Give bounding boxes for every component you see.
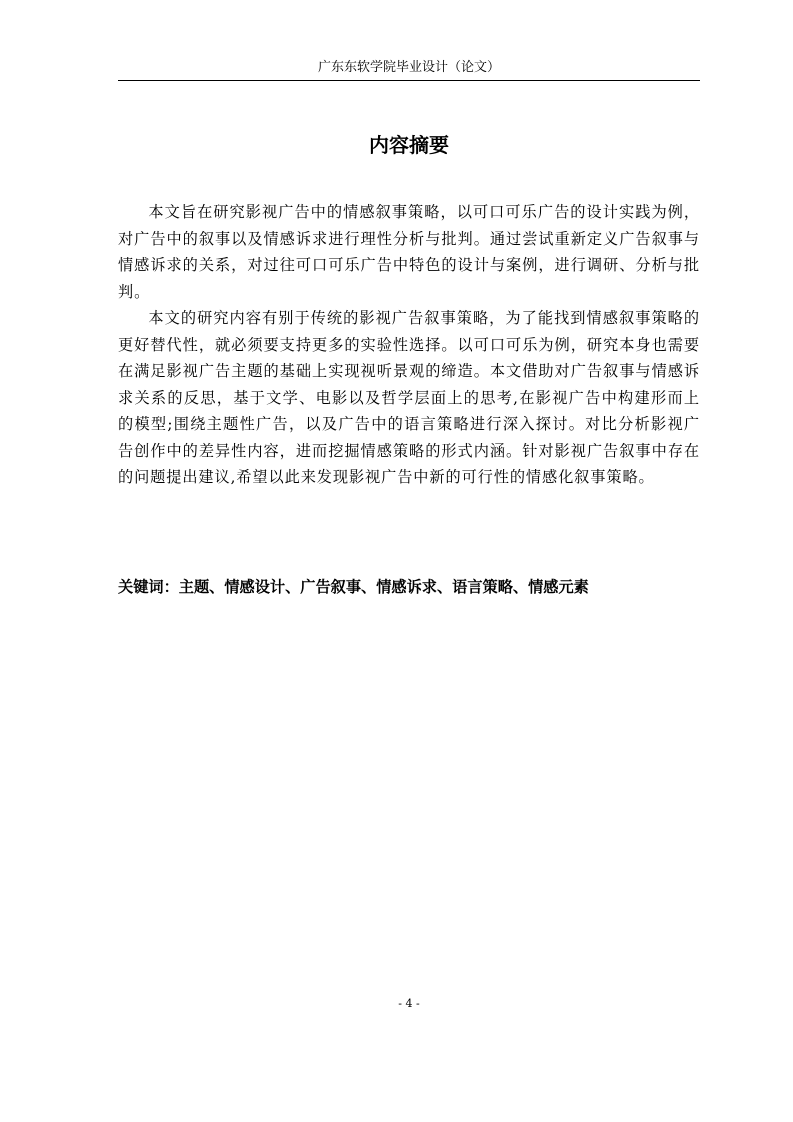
abstract-body	[118, 199, 700, 491]
abstract-paragraph-2: 本文的研究内容有别于传统的影视广告叙事策略，为了能找到情感叙事策略的更好替代性，就必须要支持更多的实验性选择。以可口可乐为例，研究本身也需要在满足影视广告主题的基础上实现视听景观的缔造。本文借助对广告叙事与情感诉求关系的反思，基于文学、电影以及哲学层面上的思考,在影视广告中构建形而上的模型;围绕主题性广告，以及广告中的语言策略进行深入探讨。对比分析影视广告创作中的差异性内容，进而挖掘情感策略的形式内涵。针对影视广告叙事中存在的问题提出建议,希望以此来发现影视广告中新的可行性的情感化叙事策略。	[118, 309, 700, 486]
document-header: 广东东软学院毕业设计（论文）	[317, 60, 500, 75]
abstract-title: 内容摘要	[369, 133, 449, 157]
keywords-line: 关键词：主题、情感设计、广告叙事、情感诉求、语言策略、情感元素	[118, 578, 589, 596]
page-number: - 4 -	[398, 997, 420, 1010]
header-divider	[118, 80, 700, 81]
abstract-paragraph-1: 本文旨在研究影视广告中的情感叙事策略，以可口可乐广告的设计实践为例，对广告中的叙事以及情感诉求进行理性分析与批判。通过尝试重新定义广告叙事与情感诉求的关系，对过往可口可乐广告中特色的设计与案例，进行调研、分析与批判。	[118, 203, 700, 301]
